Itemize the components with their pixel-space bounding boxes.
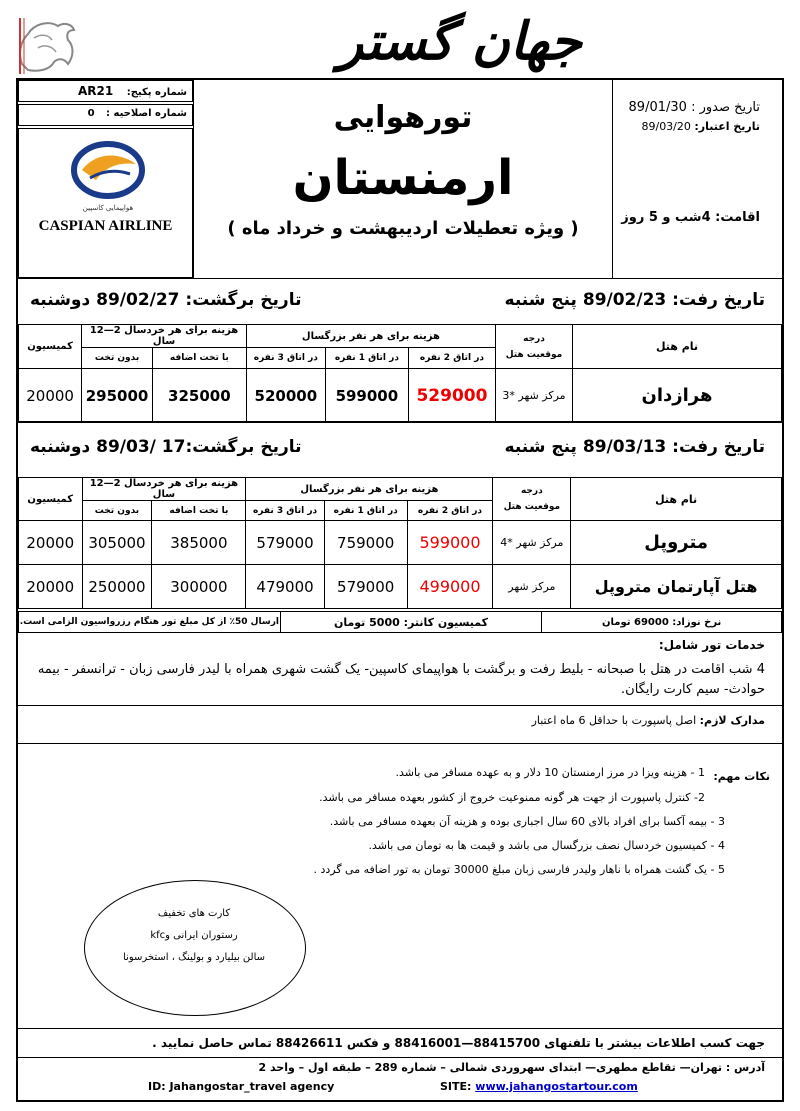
col-child-header: هزینه برای هر خردسال 2—12 سال [82,325,247,348]
price-double: 529000 [408,369,495,423]
hotel-name: هتل آپارتمان متروپل [571,565,782,609]
site-link[interactable]: www.jahangostartour.com [475,1080,638,1093]
note-item: 5 - یک گشت همراه با ناهار ولیدر فارسی زبان مبلغ 30000 تومان به تور اضافه می گردد . [313,863,725,876]
package-value: AR21 [77,84,114,98]
revision-number [22,108,187,119]
discount-card-ellipse [84,880,306,1016]
tour-subtitle: ( ویژه تعطیلات اردیبهشت و خرداد ماه ) [227,218,579,239]
commission-value: 20000 [19,565,83,609]
caspian-logo-text: هواپیمایی کاسپین [82,204,134,212]
commission-value: 20000 [19,521,83,565]
price-single: 759000 [324,521,407,565]
price-with-bed: 325000 [152,369,246,423]
issue-value: 89/01/30 [628,100,687,115]
hotel-location: مرکز شهر *4 [493,521,571,565]
discount-card-title: کارت های تخفیف [157,908,231,919]
col-without-bed: بدون تخت [82,348,153,369]
summary-row [18,611,782,633]
hotel-location: مرکز شهر [493,565,571,609]
footer-id: ID: Jahangostar_travel agency [148,1080,335,1093]
destination-title: ارمنستان [292,150,514,206]
price-with-bed: 300000 [152,565,246,609]
issue-label: تاریخ صدور : [691,100,760,115]
footer-site [440,1080,740,1093]
col-single: در اتاق 1 نفره [324,501,407,521]
note-item: 1 - هزینه ویزا در مرز ارمنستان 10 دلار و به عهده مسافر می باشد. [395,766,705,779]
price-triple: 579000 [246,521,325,565]
commission-value: 20000 [19,369,82,423]
table-row [19,369,782,423]
issue-date [614,100,760,115]
documents-label: مدارک لازم: [699,714,765,727]
documents-text: اصل پاسپورت با حداقل 6 ماه اعتبار [531,714,697,727]
trip1-return: تاریخ برگشت: 89/02/27 دوشنبه [30,290,302,310]
validity-date [614,120,760,133]
price-single: 599000 [325,369,408,423]
price-without-bed: 250000 [82,565,152,609]
col-adult-header: هزینه برای هر نفر بزرگسال [246,325,495,348]
col-without-bed: بدون تخت [82,501,152,521]
deposit-note: ارسال 50٪ از کل مبلغ تور هنگام رزرواسیون الزامی است. [19,612,281,633]
brand-title: جهان گستر [338,12,582,72]
validity-label: تاریخ اعتبار: [694,120,760,133]
price-without-bed: 305000 [82,521,152,565]
col-with-bed: با تخت اضافه [152,501,246,521]
price-double: 499000 [407,565,493,609]
col-triple: در اتاق 3 نفره [246,501,325,521]
company-logo [14,14,80,76]
trip1-price-table [18,324,782,423]
tour-type: تورهوایی [333,100,473,135]
services-text: 4 شب اقامت در هتل با صبحانه - بلیط رفت و برگشت با هواپیمای کاسپین- یک گشت شهری همراه با لیدر فارسی زبان - ترانسفر - بیمه حوادث- سیم کارت رایگان. [37,662,765,697]
price-triple: 479000 [246,565,325,609]
table-row [19,565,782,609]
footer-contact: جهت کسب اطلاعات بیشتر با تلفنهای 88415700—88416001 و فکس 88426611 تماس حاصل نمایید . [152,1036,765,1050]
col-triple: در اتاق 3 نفره [246,348,325,369]
col-grade: درجه موقعیت هتل [493,478,571,521]
col-with-bed: با تخت اضافه [152,348,246,369]
notes-label: نکات مهم: [713,770,770,783]
package-label: شماره پکیج: [126,87,187,98]
col-child-header: هزینه برای هر خردسال 2—12 سال [82,478,246,501]
package-number [22,84,187,98]
validity-value: 89/03/20 [641,120,691,133]
price-single: 579000 [324,565,407,609]
col-single: در اتاق 1 نفره [325,348,408,369]
col-hotel-name: نام هتل [571,478,782,521]
col-hotel-name: نام هتل [572,325,781,369]
hotel-location: مرکز شهر *3 [495,369,572,423]
note-item: 2- کنترل پاسپورت از جهت هر گونه ممنوعیت خروج از کشور بعهده مسافر می باشد. [319,791,705,804]
price-with-bed: 385000 [152,521,246,565]
col-adult-header: هزینه برای هر نفر بزرگسال [246,478,493,501]
hotel-name: هرازدان [572,369,781,423]
site-label: SITE: [440,1080,472,1093]
col-commission: کمیسیون [19,478,83,521]
col-double: در اتاق 2 نفره [407,501,493,521]
price-double: 599000 [407,521,493,565]
table-row [19,521,782,565]
trip2-return: تاریخ برگشت:17 /89/03 دوشنبه [30,437,302,457]
stay-duration: اقامت: 4شب و 5 روز [621,210,760,225]
revision-value: 0 [87,108,95,119]
caspian-logo [60,140,156,212]
price-without-bed: 295000 [82,369,153,423]
trip2-price-table [18,477,782,609]
airline-name: CASPIAN AIRLINE [38,218,173,234]
counter-commission: کمیسیون کانتر: 5000 تومان [280,612,542,633]
col-commission: کمیسیون [19,325,82,369]
infant-fare: نرخ نوزاد: 69000 تومان [542,612,782,633]
footer-address: آدرس : تهران— تقاطع مطهری— ابتدای سهروردی شمالی – شماره 289 – طبقه اول – واحد 2 [258,1061,765,1074]
note-item: 4 - کمیسیون خردسال نصف بزرگسال می باشد و قیمت ها به تومان می باشد. [368,839,725,852]
trip1-depart: تاریخ رفت: 89/02/23 پنج شنبه [504,290,765,310]
documents-line [30,714,765,727]
col-double: در اتاق 2 نفره [408,348,495,369]
trip2-depart: تاریخ رفت: 89/03/13 پنج شنبه [504,437,765,457]
discount-card-line1: رستوران ایرانی وkfc [150,930,238,941]
discount-card-line2: سالن بیلیارد و بولینگ ، استخرسونا [123,952,265,963]
revision-label: شماره اصلاحیه : [106,108,187,119]
services-title: خدمات تور شامل: [658,638,765,652]
note-item: 3 - بیمه آکسا برای افراد بالای 60 سال اجباری بوده و هزینه آن بعهده مسافر می باشد. [329,815,725,828]
col-grade: درجه موقعیت هتل [495,325,572,369]
price-triple: 520000 [246,369,325,423]
hotel-name: متروپل [571,521,782,565]
